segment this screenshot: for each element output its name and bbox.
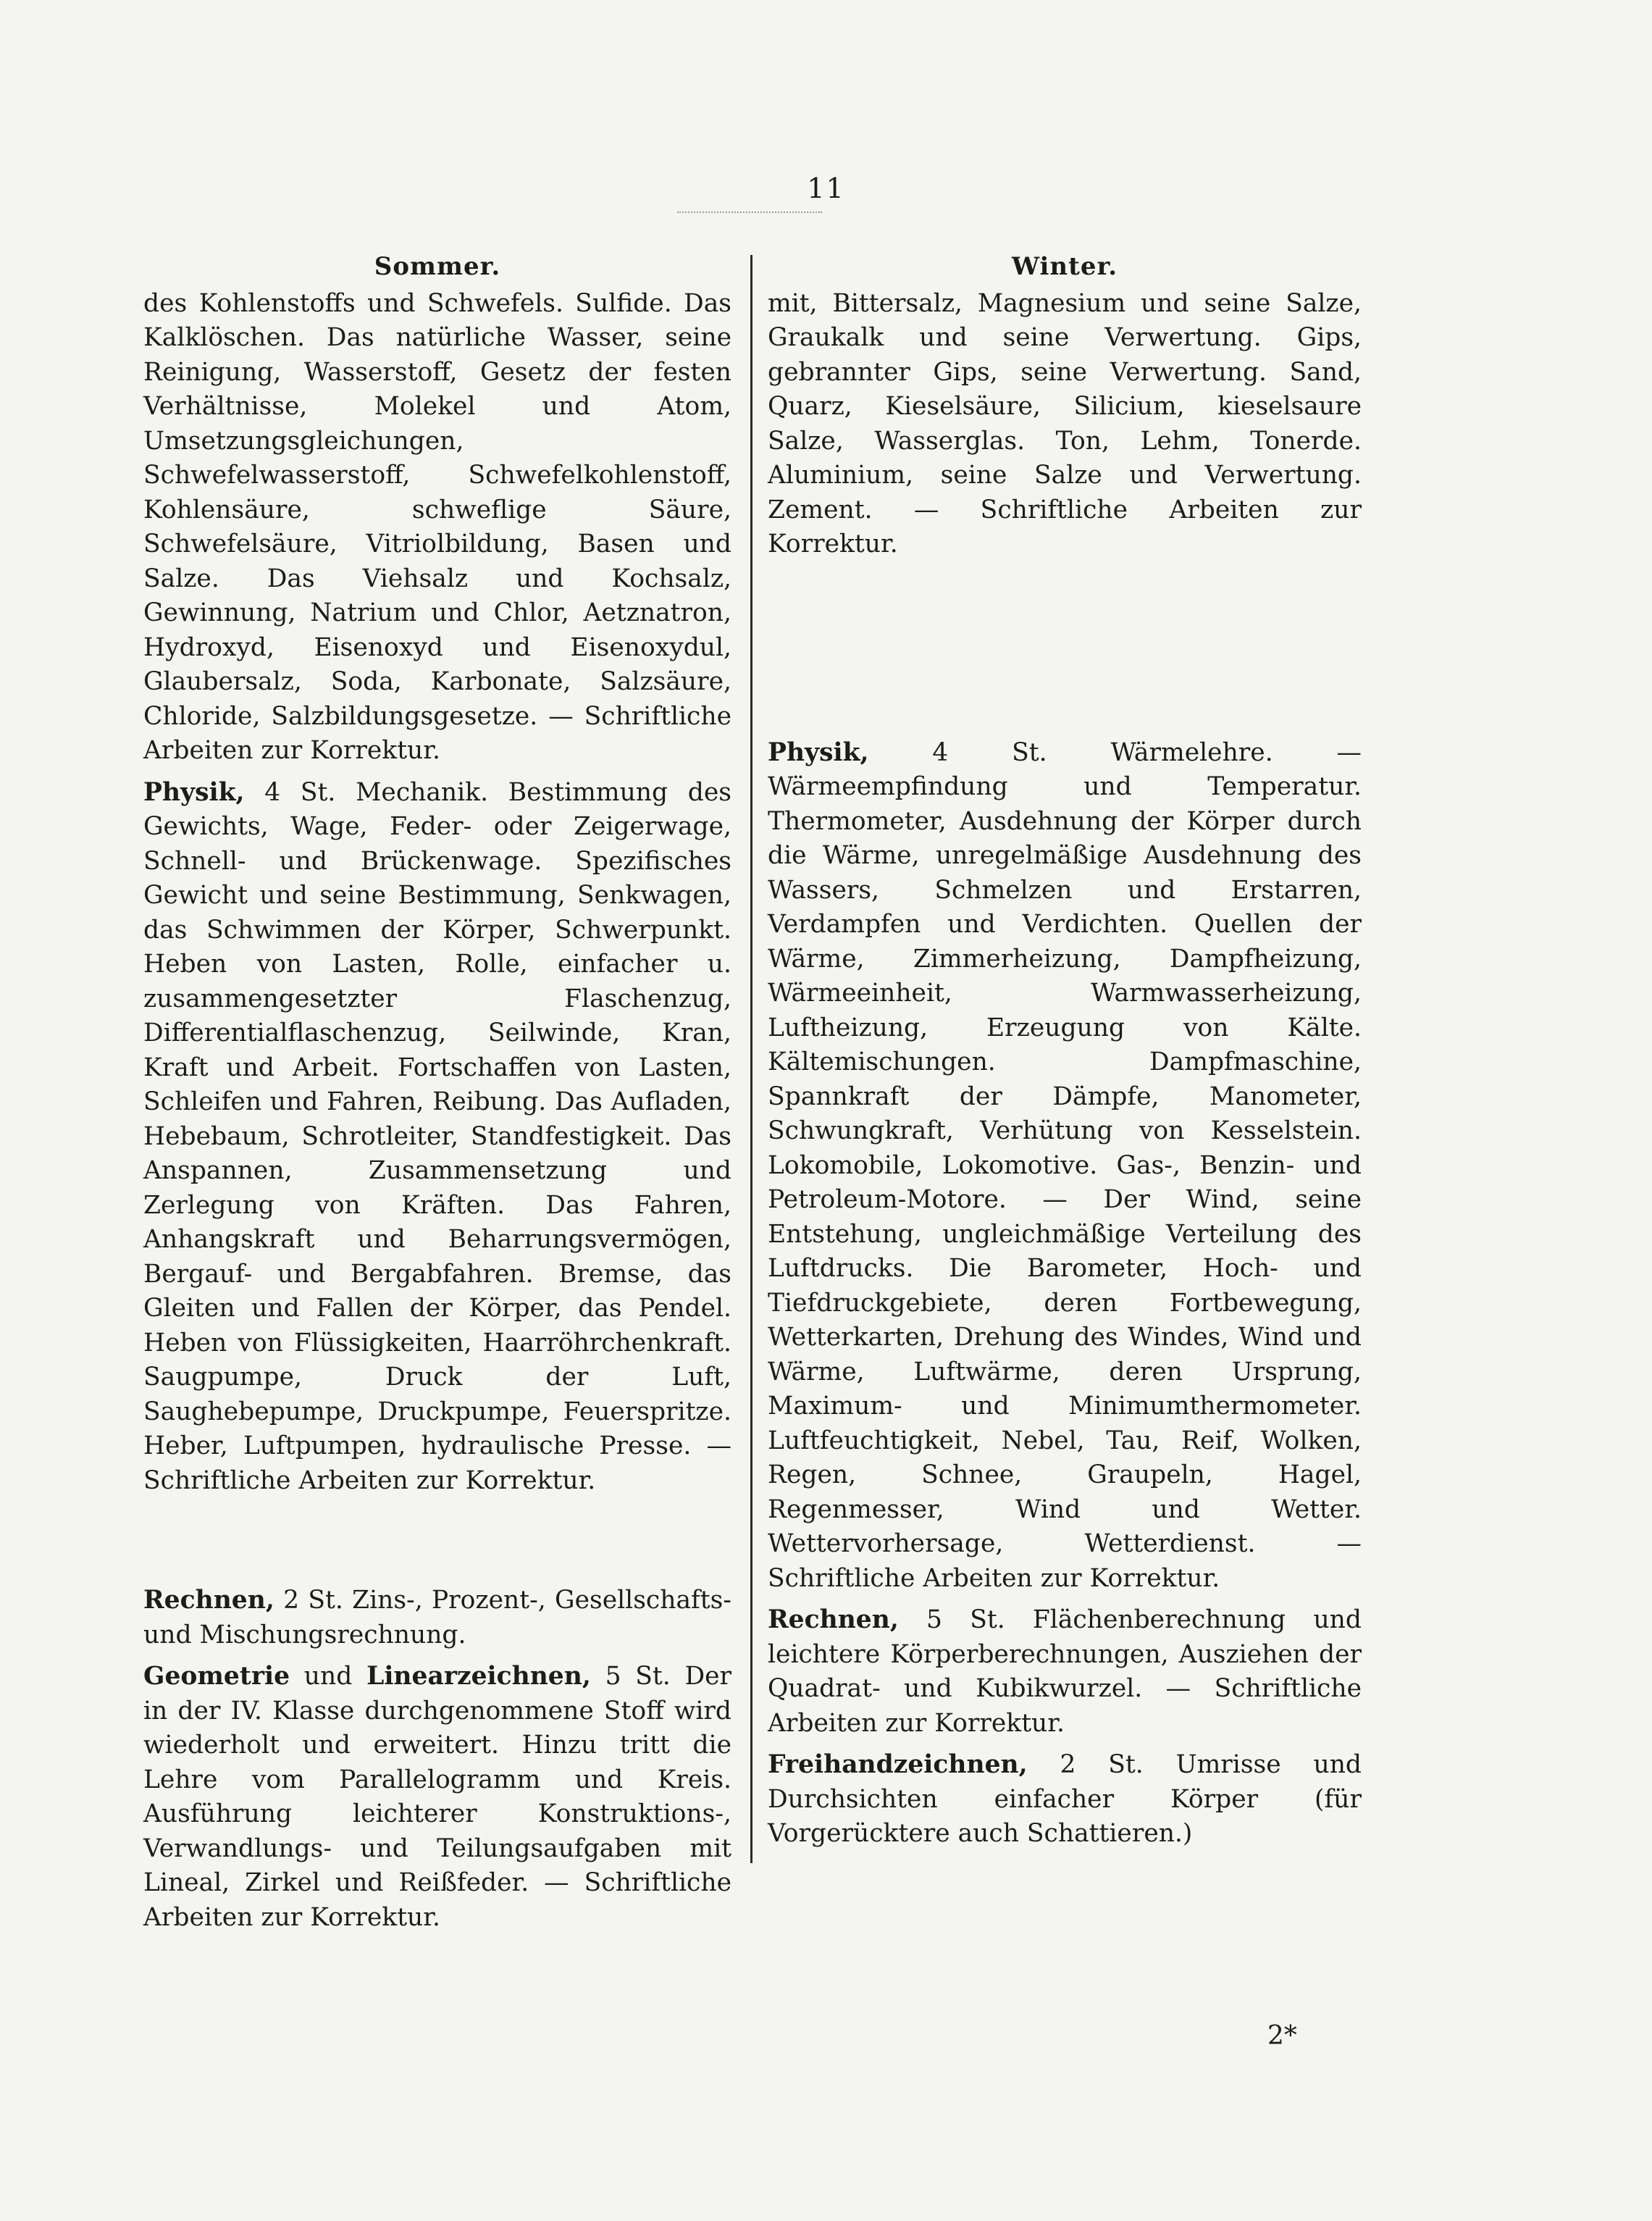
chemie-winter-text: mit, Bittersalz, Magnesium und seine Salze, Graukalk und seine Verwertung. Gips, gebrannter Gips, seine Verwertung. Sand, Quarz, Kieselsäure, Silicium, kieselsaure Salze, Wasserglas. Ton, Lehm, Tonerde. Aluminium, seine Salze und Verwertung. Zement. — Schriftliche Arbeiten zur Korrektur.	[768, 288, 1362, 559]
physik-sommer-section	[143, 776, 731, 1499]
rechnen-winter-text: 5 St. Flächenberechnung und leichtere Körperberechnungen, Ausziehen der Quadrat- und Kubikwurzel. — Schriftliche Arbeiten zur Korrektur.	[768, 1605, 1362, 1738]
physik-sommer-text: 4 St. Mechanik. Bestimmung des Gewichts, Wage, Feder- oder Zeigerwage, Schnell- und Brückenwage. Spezifisches Gewicht und seine Bestimmung, Senkwagen, das Schwimmen der Körper, Schwerpunkt. Heben von Lasten, Rolle, einfacher u. zusammengesetzter Flaschenzug, Differentialflaschenzug, Seilwinde, Kran, Kraft und Arbeit. Fortschaffen von Lasten, Schleifen und Fahren, Reibung. Das Aufladen, Hebebaum, Schrotleiter, Standfestigkeit. Das Anspannen, Zusammensetzung und Zerlegung von Kräften. Das Fahren, Anhangskraft und Beharrungsvermögen, Bergauf- und Bergabfahren. Bremse, das Gleiten und Fallen der Körper, das Pendel. Heben von Flüssigkeiten, Haarröhrchenkraft. Saugpumpe, Druck der Luft, Saughebepumpe, Druckpumpe, Feuerspritze. Heber, Luftpumpen, hydraulische Presse. — Schriftliche Arbeiten zur Korrektur.	[143, 777, 732, 1495]
rechnen-sommer-heading: Rechnen,	[143, 1586, 274, 1615]
geometrie-sommer-text: 5 St. Der in der IV. Klasse durchgenommene Stoff wird wiederholt und erweitert. Hinzu tritt die Lehre vom Parallelogramm und Kreis. Ausführung leichterer Konstruktions-, Verwandlungs- und Teilungsaufgaben mit Lineal, Zirkel und Reißfeder. — Schriftliche Arbeiten zur Korrektur.	[143, 1662, 732, 1932]
freihandzeichnen-text: 2 St. Umrisse und Durchsichten einfacher Körper (für Vorgerücktere auch Schattieren.)	[768, 1750, 1362, 1848]
header-ornament	[677, 212, 822, 213]
column-winter	[768, 250, 1362, 1852]
sheet-signature: 2*	[1267, 2021, 1297, 2051]
freihandzeichnen-section	[768, 1748, 1362, 1852]
column-heading-sommer: Sommer.	[374, 252, 501, 281]
physik-winter-section	[768, 736, 1362, 1597]
column-heading-winter: Winter.	[1011, 252, 1118, 281]
geometrie-und: und	[303, 1662, 353, 1691]
rechnen-winter-section	[768, 1603, 1362, 1741]
rechnen-sommer-section	[143, 1584, 731, 1652]
geometrie-heading: Geometrie	[143, 1662, 290, 1691]
chemie-sommer-text: des Kohlenstoffs und Schwefels. Sulfide. Das Kalklöschen. Das natürliche Wasser, seine Reinigung, Wasserstoff, Gesetz der festen Verhältnisse, Molekel und Atom, Umsetzungsgleichungen, Schwefelwasserstoff, Schwefelkohlenstoff, Kohlensäure, schweflige Säure, Schwefelsäure, Vitriolbildung, Basen und Salze. Das Viehsalz und Kochsalz, Gewinnung, Natrium und Chlor, Aetznatron, Hydroxyd, Eisenoxyd und Eisenoxydul, Glaubersalz, Soda, Karbonate, Salzsäure, Chloride, Salzbildungsgesetze. — Schriftliche Arbeiten zur Korrektur.	[143, 288, 731, 765]
freihandzeichnen-heading: Freihandzeichnen,	[768, 1750, 1028, 1779]
physik-sommer-heading: Physik,	[143, 777, 245, 807]
physik-winter-text: 4 St. Wärmelehre. — Wärmeempfindung und Temperatur. Thermometer, Ausdehnung der Körper durch die Wärme, unregelmäßige Ausdehnung des Wassers, Schmelzen und Erstarren, Verdampfen und Verdichten. Quellen der Wärme, Zimmerheizung, Dampfheizung, Wärmeeinheit, Warmwasserheizung, Luftheizung, Erzeugung von Kälte. Kältemischungen. Dampfmaschine, Spannkraft der Dämpfe, Manometer, Schwungkraft, Verhütung von Kesselstein. Lokomobile, Lokomotive. Gas-, Benzin- und Petroleum-Motore. — Der Wind, seine Entstehung, ungleichmäßige Verteilung des Luftdrucks. Die Barometer, Hoch- und Tiefdruckgebiete, deren Fortbewegung, Wetterkarten, Drehung des Windes, Wind und Wärme, Luftwärme, deren Ursprung, Maximum- und Minimumthermometer. Luftfeuchtigkeit, Nebel, Tau, Reif, Wolken, Regen, Schnee, Graupeln, Hagel, Regenmesser, Wind und Wetter. Wettervorhersage, Wetterdienst. — Schriftliche Arbeiten zur Korrektur.	[768, 737, 1362, 1593]
column-divider	[750, 255, 752, 1863]
page-number: 11	[807, 172, 845, 204]
rechnen-winter-heading: Rechnen,	[768, 1605, 899, 1634]
column-sommer	[143, 250, 731, 1935]
physik-winter-heading: Physik,	[768, 737, 869, 767]
rechnen-sommer-text: 2 St. Zins-, Prozent-, Gesellschafts- und Mischungsrechnung.	[143, 1586, 732, 1649]
linearzeichnen-heading: Linearzeichnen,	[366, 1662, 591, 1691]
geometrie-sommer-section	[143, 1660, 731, 1935]
